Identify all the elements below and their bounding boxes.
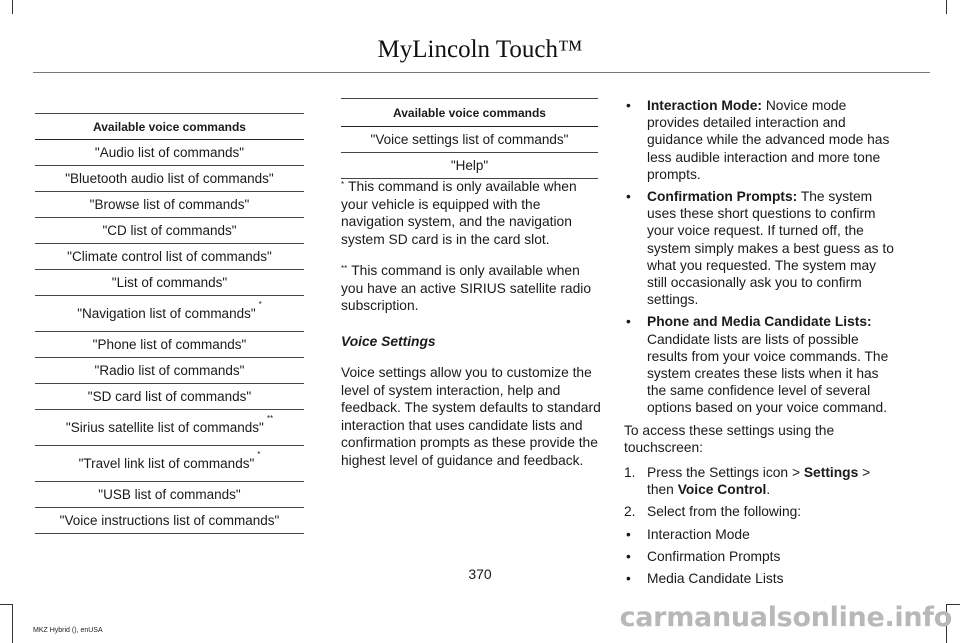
command-text: "Travel link list of commands"	[78, 456, 255, 471]
crop-mark	[12, 604, 13, 643]
command-cell	[35, 270, 304, 296]
command-cell	[35, 166, 304, 192]
settings-menu-label: Settings	[803, 465, 859, 481]
list-text: The system uses these short questions to confirm your voice request. If turned off, the system simply makes a best guess as to what you requested. The system may still occasionally ask you to confirm settings.	[647, 189, 894, 308]
command-cell	[35, 384, 304, 410]
list-item	[624, 313, 896, 416]
option-text: Interaction Mode	[647, 526, 750, 542]
command-cell	[35, 244, 304, 270]
step-text: .	[766, 482, 771, 498]
table-row	[341, 153, 598, 179]
middle-text-column	[341, 178, 601, 483]
list-term: Interaction Mode:	[647, 98, 762, 113]
command-text: "Bluetooth audio list of commands"	[65, 171, 274, 186]
table-heading: Available voice commands	[35, 114, 304, 140]
footnote-mark: **	[266, 414, 274, 423]
command-cell	[35, 140, 304, 166]
command-text: "USB list of commands"	[98, 487, 241, 502]
watermark: carmanualsonline.info	[619, 602, 952, 633]
table-row	[35, 192, 304, 218]
bullet: •	[626, 189, 631, 205]
section-body: Voice settings allow you to customize the level of system interaction, help and feedback. The system defaults to standard interaction that uses candidate lists and confirmation prompts as these provide the highest level of guidance and feedback.	[341, 365, 601, 468]
crop-mark	[946, 0, 947, 14]
bullet: •	[626, 526, 631, 542]
list-text: Novice mode provides detailed interaction and guidance while the advanced mode has less audible interaction and more tone prompts.	[647, 98, 890, 182]
command-text: "CD list of commands"	[102, 223, 237, 238]
access-intro: To access these settings using the touchscreen:	[624, 422, 835, 455]
list-item	[624, 188, 896, 308]
header-divider	[33, 72, 930, 73]
option-text: Confirmation Prompts	[647, 548, 781, 564]
command-cell	[35, 218, 304, 244]
step-text: Select from the following:	[647, 504, 802, 520]
command-cell	[35, 482, 304, 508]
page-number: 370	[468, 566, 492, 582]
footnote-mark: **	[341, 264, 348, 273]
list-item	[624, 548, 896, 565]
list-item	[624, 526, 896, 543]
command-text: "Browse list of commands"	[89, 197, 250, 212]
bullet: •	[626, 98, 631, 113]
table-row	[35, 270, 304, 296]
settings-bullet-list	[624, 97, 896, 417]
footnote-mark: *	[341, 180, 345, 189]
table-row	[35, 508, 304, 534]
list-term: Phone and Media Candidate Lists:	[647, 314, 872, 330]
footnote-text: This command is only available when you have an active SIRIUS satellite radio subscription.	[341, 263, 592, 313]
command-text: "Sirius satellite list of commands"	[65, 420, 264, 435]
command-text: "Audio list of commands"	[94, 145, 245, 160]
section-heading: Voice Settings	[341, 333, 436, 349]
table-row	[35, 358, 304, 384]
command-cell	[35, 296, 304, 332]
step-number: 1.	[624, 465, 636, 481]
step-text: > then	[647, 465, 871, 498]
table-row	[35, 332, 304, 358]
command-cell	[35, 410, 304, 446]
footnote-text: This command is only available when your vehicle is equipped with the navigation system, and the navigation system SD card is in the card slot.	[341, 179, 577, 247]
table-row	[35, 218, 304, 244]
command-cell	[35, 192, 304, 218]
list-item	[624, 97, 896, 183]
table-row	[35, 140, 304, 166]
step-text: Press the Settings icon >	[647, 465, 804, 481]
command-cell	[35, 446, 304, 482]
steps-list	[624, 464, 896, 521]
crop-mark	[0, 604, 13, 605]
bullet: •	[626, 548, 631, 564]
right-text-column	[624, 97, 896, 592]
command-cell	[35, 358, 304, 384]
command-cell: "Help"	[341, 153, 598, 179]
step-number: 2.	[624, 504, 636, 520]
command-cell	[35, 332, 304, 358]
command-text: "Navigation list of commands"	[77, 306, 256, 321]
voice-commands-table	[35, 113, 304, 534]
table-row	[35, 384, 304, 410]
option-text: Media Candidate Lists	[647, 571, 784, 587]
command-text: "Climate control list of commands"	[67, 249, 272, 264]
voice-control-label: Voice Control	[677, 482, 767, 498]
table-row	[35, 446, 304, 482]
table-row	[341, 127, 598, 153]
voice-commands-table-continued	[341, 98, 598, 179]
bullet: •	[626, 571, 631, 587]
command-text: "Radio list of commands"	[94, 363, 245, 378]
command-text: "Phone list of commands"	[92, 337, 247, 352]
step-item	[624, 503, 896, 520]
list-text: Candidate lists are lists of possible results from your voice commands. The system creates these lists when it has the same confidence level of several options based on your voice command.	[647, 331, 889, 416]
crop-mark	[12, 0, 13, 14]
step-item	[624, 464, 896, 498]
footnote	[341, 262, 601, 315]
list-term: Confirmation Prompts:	[647, 189, 798, 205]
table-row	[35, 166, 304, 192]
table-row	[35, 482, 304, 508]
page-title: MyLincoln Touch™	[377, 36, 583, 63]
command-text: "Voice instructions list of commands"	[59, 513, 280, 528]
command-text: "SD card list of commands"	[87, 389, 252, 404]
command-cell: "Voice settings list of commands"	[341, 127, 598, 153]
footnote	[341, 178, 601, 248]
table-heading: Available voice commands	[341, 99, 598, 127]
table-row	[35, 410, 304, 446]
table-row	[35, 244, 304, 270]
bullet: •	[626, 314, 631, 330]
footnote-mark: *	[258, 300, 262, 309]
footnote-mark: *	[257, 450, 261, 459]
table-row	[35, 296, 304, 332]
command-cell	[35, 508, 304, 534]
footer-label: MKZ Hybrid (), enUSA	[33, 627, 103, 634]
command-text: "List of commands"	[111, 275, 228, 290]
